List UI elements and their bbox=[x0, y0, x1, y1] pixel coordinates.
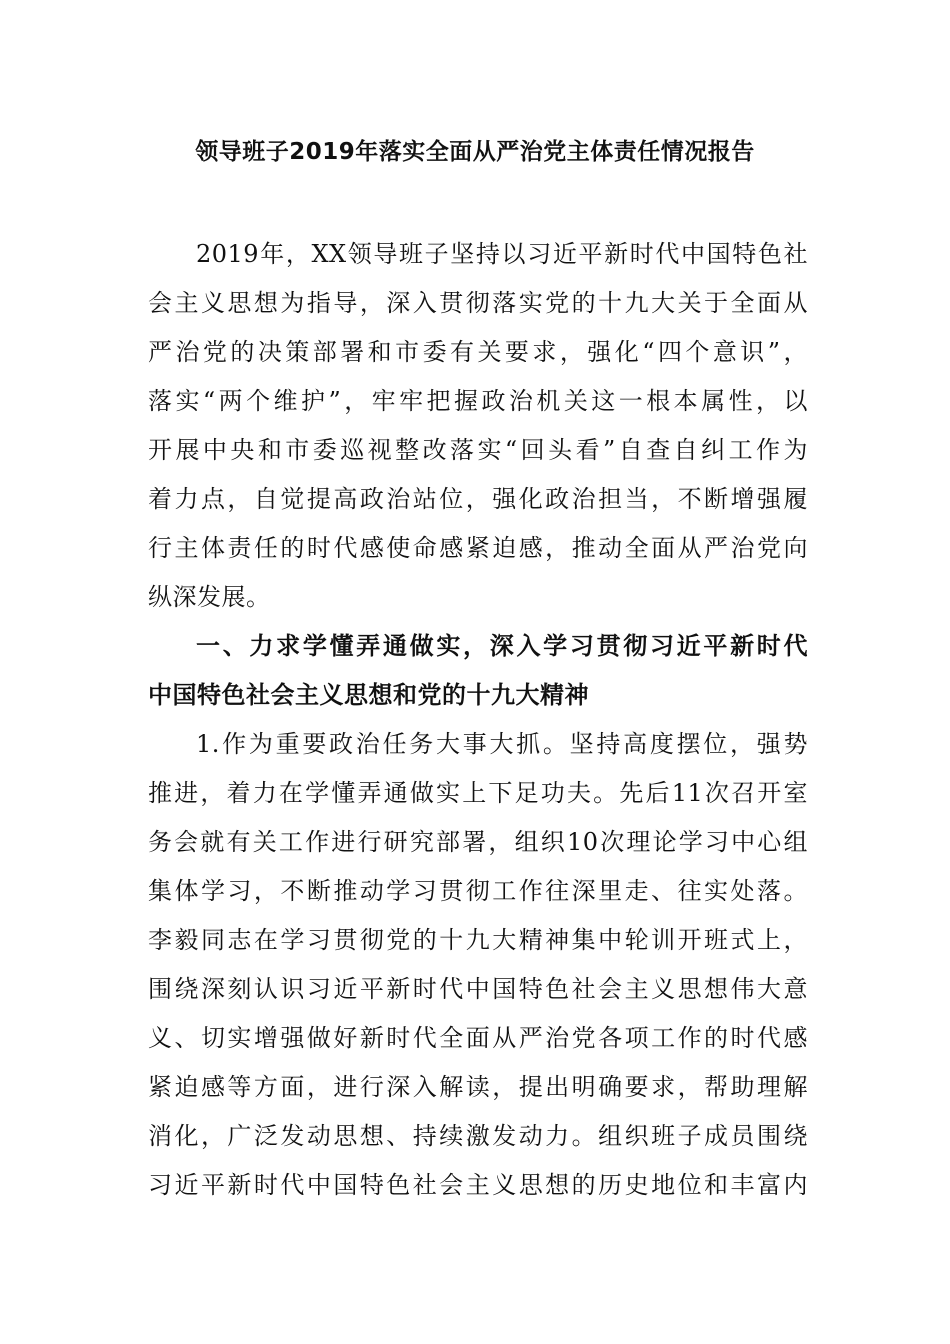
heading-line: 中国特色社会主义思想和党的十九大精神 bbox=[148, 681, 589, 709]
paragraph-line: 纵深发展。 bbox=[148, 583, 271, 611]
heading-line: 一、力求学懂弄通做实，深入学习贯彻习近平新时代 bbox=[196, 632, 808, 660]
paragraph-line: 严治党的决策部署和市委有关要求，强化“四个意识”， bbox=[148, 338, 808, 366]
section-paragraph bbox=[148, 720, 808, 1210]
paragraph-line: 1.作为重要政治任务大事大抓。坚持高度摆位，强势 bbox=[196, 730, 808, 758]
paragraph-line: 务会就有关工作进行研究部署，组织10次理论学习中心组 bbox=[148, 828, 808, 856]
paragraph-line: 开展中央和市委巡视整改落实“回头看”自查自纠工作为 bbox=[148, 436, 808, 464]
paragraph-line: 消化，广泛发动思想、持续激发动力。组织班子成员围绕 bbox=[148, 1122, 808, 1150]
paragraph-line: 义、切实增强做好新时代全面从严治党各项工作的时代感 bbox=[148, 1024, 808, 1052]
paragraph-line: 紧迫感等方面，进行深入解读，提出明确要求，帮助理解 bbox=[148, 1073, 808, 1101]
paragraph-line: 2019年，XX领导班子坚持以习近平新时代中国特色社 bbox=[196, 240, 808, 268]
intro-paragraph bbox=[148, 230, 808, 622]
paragraph-line: 李毅同志在学习贯彻党的十九大精神集中轮训开班式上， bbox=[148, 926, 808, 954]
paragraph-line: 推进，着力在学懂弄通做实上下足功夫。先后11次召开室 bbox=[148, 779, 808, 807]
paragraph-line: 习近平新时代中国特色社会主义思想的历史地位和丰富内 bbox=[148, 1171, 808, 1199]
paragraph-line: 集体学习，不断推动学习贯彻工作往深里走、往实处落。 bbox=[148, 877, 808, 905]
paragraph-line: 围绕深刻认识习近平新时代中国特色社会主义思想伟大意 bbox=[148, 975, 808, 1003]
paragraph-line: 会主义思想为指导，深入贯彻落实党的十九大关于全面从 bbox=[148, 289, 808, 317]
document-body bbox=[148, 230, 808, 1210]
paragraph-line: 行主体责任的时代感使命感紧迫感，推动全面从严治党向 bbox=[148, 534, 808, 562]
document-title: 领导班子2019年落实全面从严治党主体责任情况报告 bbox=[195, 139, 755, 165]
paragraph-line: 着力点，自觉提高政治站位，强化政治担当，不断增强履 bbox=[148, 485, 808, 513]
section-heading bbox=[148, 622, 808, 720]
paragraph-line: 落实“两个维护”，牢牢把握政治机关这一根本属性，以 bbox=[148, 387, 808, 415]
